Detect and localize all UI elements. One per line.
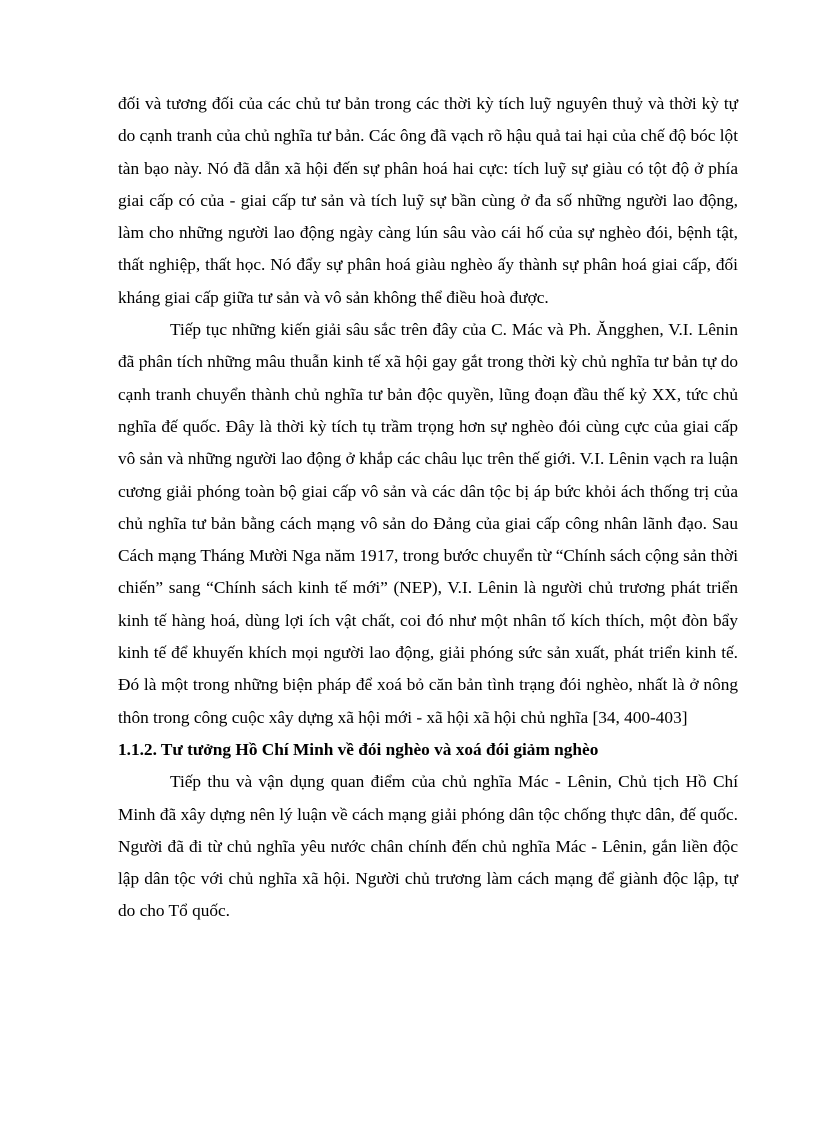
paragraph-lenin: Tiếp tục những kiến giải sâu sắc trên đây của C. Mác và Ph. Ăngghen, V.I. Lênin đã phân tích những mâu thuẫn kinh tế xã hội gay gắt trong thời kỳ chủ nghĩa tư bản tự do cạnh tranh chuyển thành chủ nghĩa tư bản độc quyền, lũng đoạn đầu thế kỷ XX, tức chủ nghĩa đế quốc. Đây là thời kỳ tích tụ trầm trọng hơn sự nghèo đói cùng cực của giai cấp vô sản và những người lao động ở khắp các châu lục trên thế giới. V.I. Lênin vạch ra luận cương giải phóng toàn bộ giai cấp vô sản và các dân tộc bị áp bức khỏi ách thống trị của chủ nghĩa tư bản bằng cách mạng vô sản do Đảng của giai cấp công nhân lãnh đạo. Sau Cách mạng Tháng Mười Nga năm 1917, trong bước chuyển từ “Chính sách cộng sản thời chiến” sang “Chính sách kinh tế mới” (NEP), V.I. Lênin là người chủ trương phát triển kinh tế hàng hoá, dùng lợi ích vật chất, coi đó như một nhân tố kích thích, một đòn bẩy kinh tế để khuyến khích mọi người lao động, giải phóng sức sản xuất, phát triển kinh tế. Đó là một trong những biện pháp để xoá bỏ căn bản tình trạng đói nghèo, nhất là ở nông thôn trong công cuộc xây dựng xã hội mới - xã hội xã hội chủ nghĩa [34, 400-403] [118, 320, 738, 727]
document-page [118, 88, 738, 928]
section-heading: 1.1.2. Tư tưởng Hồ Chí Minh về đói nghèo và xoá đói giảm nghèo [118, 739, 599, 759]
paragraph-continuation: đối và tương đối của các chủ tư bản trong các thời kỳ tích luỹ nguyên thuỷ và thời kỳ tự do cạnh tranh của chủ nghĩa tư bản. Các ông đã vạch rõ hậu quả tai hại của chế độ bóc lột tàn bạo này. Nó đã dẫn xã hội đến sự phân hoá hai cực: tích luỹ sự giàu có tột độ ở phía giai cấp có của - giai cấp tư sản và tích luỹ sự bần cùng ở đa số những người lao động, làm cho những người lao động ngày càng lún sâu vào cái hố của sự nghèo đói, bệnh tật, thất nghiệp, thất học. Nó đẩy sự phân hoá giàu nghèo ấy thành sự phân hoá giai cấp, đối kháng giai cấp giữa tư sản và vô sản không thể điều hoà được. [118, 94, 738, 307]
paragraph-ho-chi-minh: Tiếp thu và vận dụng quan điểm của chủ nghĩa Mác - Lênin, Chủ tịch Hồ Chí Minh đã xây dựng nên lý luận về cách mạng giải phóng dân tộc chống thực dân, đế quốc. Người đã đi từ chủ nghĩa yêu nước chân chính đến chủ nghĩa Mác - Lênin, gắn liền độc lập dân tộc với chủ nghĩa xã hội. Người chủ trương làm cách mạng để giành độc lập, tự do cho Tổ quốc. [118, 772, 738, 921]
